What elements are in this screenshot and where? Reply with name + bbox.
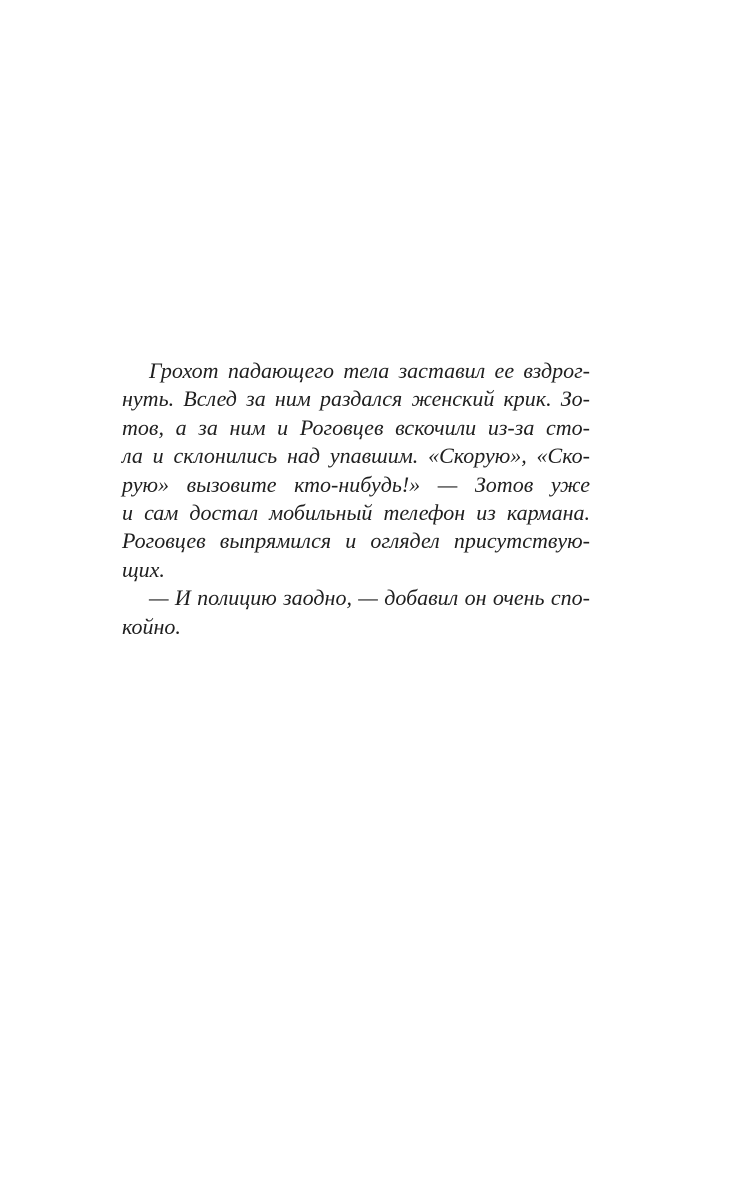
text-line: Роговцев выпрямился и оглядел присутствую- [122,528,590,554]
text-line: Грохот падающего тела заставил ее вздрог- [149,358,590,383]
text-line: рую» вызовите кто-нибудь!» — Зотов уже [122,471,590,497]
text-block [122,357,590,641]
text-line: койно. [122,613,181,639]
paragraph-2 [122,584,590,641]
text-line: щих. [122,556,165,582]
text-line: — И полицию заодно, — добавил он очень спо- [149,585,590,611]
text-line: и сам достал мобильный телефон из кармана. [122,500,590,526]
text-line: тов, а за ним и Роговцев вскочили из-за сто- [122,414,590,440]
paragraph-1 [122,357,590,584]
text-line: нуть. Вслед за ним раздался женский крик. Зо- [122,386,590,412]
text-line: ла и склонились над упавшим. «Скорую», «Ско- [122,443,590,469]
